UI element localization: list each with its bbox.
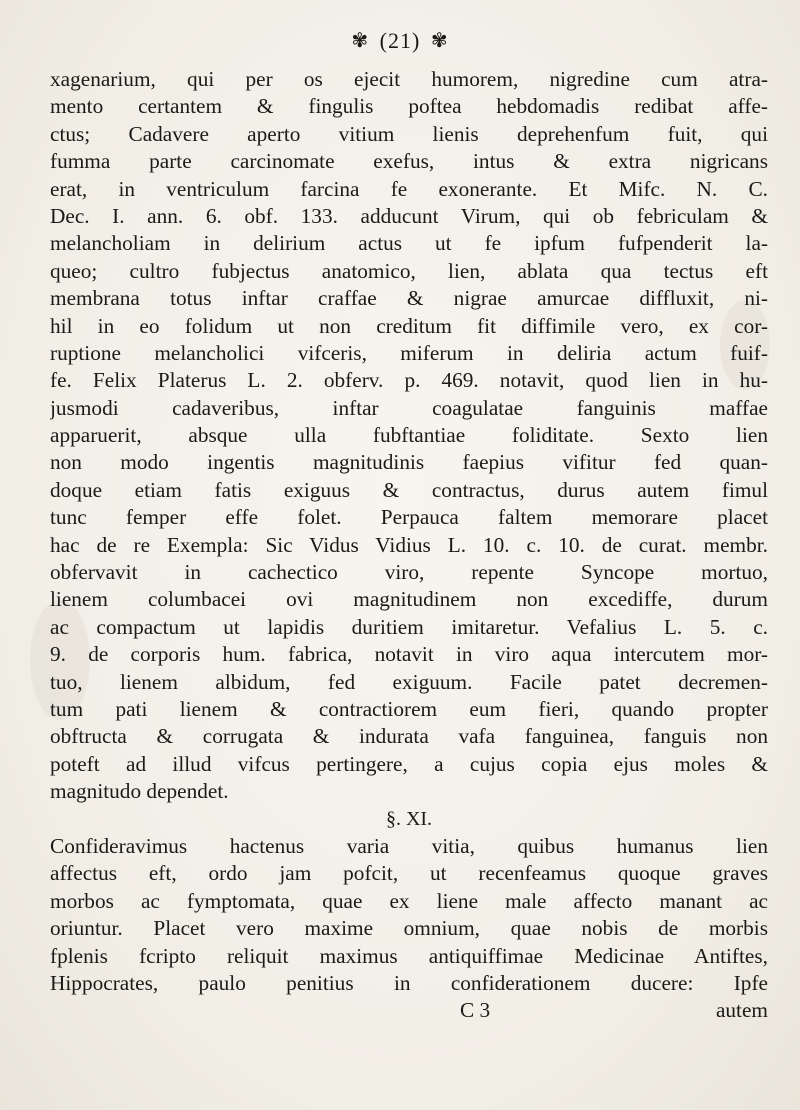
text-line: lienem columbacei ovi magnitudinem non excediffe, durum <box>50 587 768 612</box>
text-line: membrana totus inftar craffae & nigrae amurcae diffluxit, ni- <box>50 286 768 311</box>
text-line: melancholiam in delirium actus ut fe ipfum fufpenderit la- <box>50 231 768 256</box>
text-line: fumma parte carcinomate exefus, intus & extra nigricans <box>50 149 768 174</box>
catchword: autem <box>715 998 768 1023</box>
main-text <box>50 66 768 1025</box>
text-line: affectus eft, ordo jam pofcit, ut recenfeamus quoque graves <box>50 861 768 886</box>
text-line: ctus; Cadavere aperto vitium lienis deprehenfum fuit, qui <box>50 121 768 146</box>
text-line: erat, in ventriculum farcina fe exonerante. Et Mifc. N. C. <box>50 176 768 201</box>
text-line: xagenarium, qui per os ejecit humorem, nigredine cum atra- <box>50 67 768 91</box>
text-line: 9. de corporis hum. fabrica, notavit in viro aqua intercutem mor- <box>50 642 768 667</box>
text-line: obfervavit in cachectico viro, repente Syncope mortuo, <box>50 560 768 585</box>
page-number: (21) <box>379 28 421 53</box>
signature-mark: C 3 <box>460 998 491 1023</box>
section-heading: §. XI. <box>385 807 433 830</box>
text-line: morbos ac fymptomata, quae ex liene male affecto manant ac <box>50 888 768 913</box>
text-line: tum pati lienem & contractiorem eum fieri, quando propter <box>50 696 768 721</box>
text-line: ruptione melancholici vifceris, miferum in deliria actum fuif- <box>50 340 768 365</box>
text-line: hac de re Exempla: Sic Vidus Vidius L. 10. c. 10. de curat. membr. <box>50 532 768 557</box>
text-line: tunc femper effe folet. Perpauca faltem memorare placet <box>50 505 768 530</box>
text-line: obftructa & corrugata & indurata vafa fanguinea, fanguis non <box>50 724 768 749</box>
text-line: queo; cultro fubjectus anatomico, lien, ablata qua tectus eft <box>50 258 768 283</box>
text-line: Hippocrates, paulo penitius in confiderationem ducere: Ipfe <box>50 970 768 995</box>
text-line: hil in eo folidum ut non creditum fit diffimile vero, ex cor- <box>50 313 768 338</box>
text-line: doque etiam fatis exiguus & contractus, durus autem fimul <box>50 477 768 502</box>
ornament-left-icon: ✾ <box>351 30 370 52</box>
text-line: oriuntur. Placet vero maxime omnium, quae nobis de morbis <box>50 916 768 941</box>
text-line: poteft ad illud vifcus pertingere, a cujus copia ejus moles & <box>50 751 768 776</box>
ornament-right-icon: ✾ <box>430 30 449 52</box>
text-line: non modo ingentis magnitudinis faepius vifitur fed quan- <box>50 450 768 475</box>
text-line: apparuerit, absque ulla fubftantiae foliditate. Sexto lien <box>50 423 768 448</box>
text-line: ac compactum ut lapidis duritiem imitaretur. Vefalius L. 5. c. <box>50 614 768 639</box>
text-line: magnitudo dependet. <box>50 779 229 804</box>
text-line: mento certantem & fingulis poftea hebdomadis redibat affe- <box>50 94 768 119</box>
text-line: tuo, lienem albidum, fed exiguum. Facile patet decremen- <box>50 669 768 694</box>
page-header <box>0 28 800 54</box>
text-line: fe. Felix Platerus L. 2. obferv. p. 469. notavit, quod lien in hu- <box>50 368 768 393</box>
text-line: jusmodi cadaveribus, inftar coagulatae fanguinis maffae <box>50 395 768 420</box>
text-line: Dec. I. ann. 6. obf. 133. adducunt Virum, qui ob febriculam & <box>50 203 768 228</box>
text-line: Confideravimus hactenus varia vitia, quibus humanus lien <box>50 833 768 858</box>
text-line: fplenis fcripto reliquit maximus antiquiffimae Medicinae Antiftes, <box>50 943 768 968</box>
page-footer <box>50 997 768 1024</box>
